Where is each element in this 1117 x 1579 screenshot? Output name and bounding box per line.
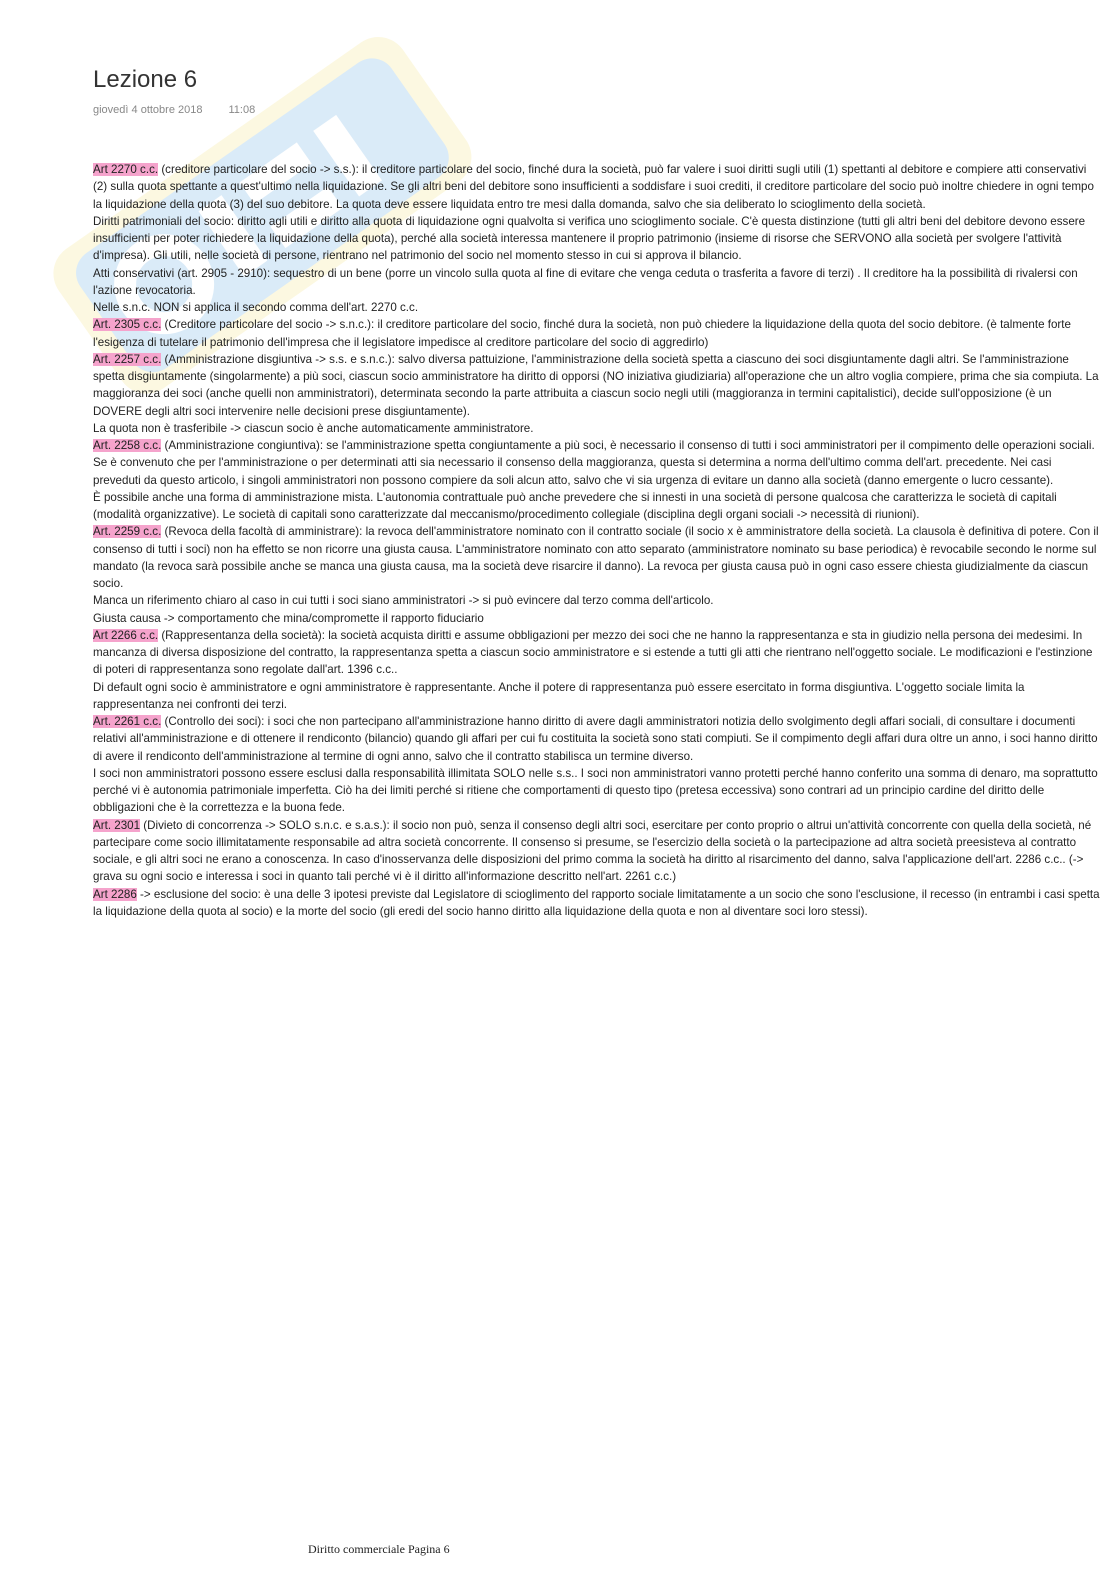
paragraph: [93, 523, 1101, 592]
page-title: Lezione 6: [93, 66, 198, 93]
paragraph: [93, 420, 1101, 437]
page-time: 11:08: [228, 104, 256, 116]
page-date: giovedì 4 ottobre 2018: [93, 104, 203, 116]
article-ref: Art. 2305 c.c.: [93, 318, 162, 332]
paragraph-text: I soci non amministratori possono essere esclusi dalla responsabilità illimitata SOLO nelle s.s.. I soci non amministratori vanno protetti perché hanno conferito una somma di denaro, ma soprattutto perché vi è autonomia patrimoniale imperfetta. Ciò ha dei limiti perché si ritiene che comportamenti di questo tipo (pretesa eccessiva) sono contrari ad un principio cardine del diritto delle obbligazioni che è la correttezza e la buona fede.: [93, 766, 1098, 815]
page-meta: [93, 104, 255, 116]
paragraph-text: -> esclusione del socio: è una delle 3 ipotesi previste dal Legislatore di scioglimento del rapporto sociale limitatamente a un socio che sono l'esclusione, il recesso (in entrambi i casi spetta la liquidazione della quota al socio) e la morte del socio (gli eredi del socio hanno diritto alla liquidazione della quota e non al diventare soci loro stessi).: [93, 887, 1100, 918]
paragraph-text: (Creditore particolare del socio -> s.n.c.): il creditore particolare del socio, finché dura la società, non può chiedere la liquidazione della quota del socio debitore. (è talmente forte l'esigenza di tutelare il patrimonio dell'impresa che il legislatore impedisce al creditore particolare del socio di aggredirlo): [93, 318, 1071, 349]
paragraph-text: (Rappresentanza della società): la società acquista diritti e assume obbligazioni per mezzo dei soci che ne hanno la rappresentanza e sta in giudizio nella persona dei medesimi. In mancanza di diversa disposizione del contratto, la rappresentanza spetta a ciascun socio amministratore e si estende a tutti gli atti che rientrano nell'oggetto sociale. Le modificazioni e l'estinzione di poteri di rappresentanza sono regolate dall'art. 1396 c.c..: [93, 628, 1093, 677]
paragraph: [93, 610, 1101, 627]
note-body: [93, 161, 1101, 920]
paragraph: [93, 161, 1101, 213]
paragraph-text: La quota non è trasferibile -> ciascun socio è anche automaticamente amministratore.: [93, 421, 534, 435]
paragraph: [93, 316, 1101, 351]
paragraph: [93, 351, 1101, 420]
paragraph: [93, 265, 1101, 300]
paragraph: [93, 679, 1101, 714]
paragraph-text: È possibile anche una forma di amministrazione mista. L'autonomia contrattuale può anche prevedere che si innesti in una società di persone qualcosa che caratterizza le società di capitali (modalità organizzative). Le società di capitali sono caratterizzate dal meccanismo/procedimento collegiale (disciplina degli organi sociali -> necessità di riunioni).: [93, 490, 1057, 521]
paragraph-text: (Revoca della facoltà di amministrare): la revoca dell'amministratore nominato con il contratto sociale (il socio x è amministratore della società. La clausola è definitiva di potere. Con il consenso di tutti i soci) non ha effetto se non ricorre una giusta causa. L'amministratore nominato con atto separato (amministratore nominato su base periodica) è revocabile secondo le norme sul mandato (la revoca sarà possibile anche se manca una giusta causa, ma la società deve risarcire il danno). La revoca per giusta causa può in ogni caso essere chiesta giudizialmente da ciascun socio.: [93, 525, 1099, 590]
paragraph: [93, 817, 1101, 886]
paragraph-text: Diritti patrimoniali del socio: diritto agli utili e diritto alla quota di liquidazione ogni qualvolta si verifica uno scioglimento sociale. C'è questa distinzione (tutti gli altri beni del debitore devono essere insufficienti per poter richiedere la liquidazione della quota), perché alla società interessa mantenere il proprio patrimonio (insieme di risorse che SERVONO alla società per svolgere l'attività d'impresa). Gli utili, nelle società di persone, rientrano nel patrimonio del socio nel momento stesso in cui si approva il bilancio.: [93, 214, 1086, 263]
paragraph-text: Manca un riferimento chiaro al caso in cui tutti i soci siano amministratori -> si può evincere dal terzo comma dell'articolo.: [93, 594, 714, 608]
paragraph: [93, 592, 1101, 609]
article-ref: Art. 2258 c.c.: [93, 439, 162, 452]
paragraph: [93, 437, 1101, 489]
article-ref: Art 2286: [93, 887, 137, 901]
paragraph: [93, 213, 1101, 265]
paragraph: [93, 765, 1101, 817]
paragraph: [93, 627, 1101, 679]
paragraph-text: (creditore particolare del socio -> s.s.): il creditore particolare del socio, finché dura la società, può far valere i suoi diritti sugli utili (1) spettanti al debitore e compiere atti conservativi (2) sulla quota spettante a quest'ultimo nella liquidazione. Se gli altri beni del debitore sono insufficienti a soddisfare i suoi crediti, il creditore particolare del socio può inoltre chiedere in ogni tempo la liquidazione della quota (3) del suo debitore. La quota deve essere liquidata entro tre mesi dalla domanda, salvo che sia deliberato lo scioglimento della società.: [93, 163, 1094, 211]
page-footer: Diritto commerciale Pagina 6: [308, 1542, 450, 1556]
paragraph: [93, 299, 1101, 316]
article-ref: Art 2270 c.c.: [93, 163, 159, 176]
paragraph-text: Nelle s.n.c. NON si applica il secondo comma dell'art. 2270 c.c.: [93, 301, 419, 314]
paragraph-text: (Divieto di concorrenza -> SOLO s.n.c. e s.a.s.): il socio non può, senza il consenso degli altri soci, esercitare per conto proprio o altrui un'attività concorrente con quella della società, né partecipare come socio illimitatamente responsabile ad altra società concorrente. Il consenso si presume, se l'esercizio della società o la partecipazione ad altra società preesisteva al contratto sociale, e gli altri soci ne erano a conoscenza. In caso d'inosservanza delle disposizioni del primo comma la società ha diritto al risarcimento del danno, salva l'applicazione dell'art. 2286 c.c.. (-> grava su ogni socio e interessa i soci in quanto tali perché vi è il diritto all'informazione descritto nell'art. 2261 c.c.): [93, 818, 1092, 884]
paragraph: [93, 886, 1101, 921]
paragraph-text: (Amministrazione congiuntiva): se l'amministrazione spetta congiuntamente a più soci, è necessario il consenso di tutti i soci amministratori per il compimento delle operazioni sociali. Se è convenuto che per l'amministrazione o per determinati atti sia necessario il consenso della maggioranza, questa si determina a norma dell'ultimo comma dell'art. precedente. Nei casi preveduti da questo articolo, i singoli amministratori non possono compiere da soli alcun atto, salvo che vi sia urgenza di evitare un danno alla società (danno emergente o lucro cessante).: [93, 439, 1095, 487]
paragraph-text: Atti conservativi (art. 2905 - 2910): sequestro di un bene (porre un vincolo sulla quota al fine di evitare che venga ceduta o trasferita a favore di terzi) . Il creditore ha la possibilità di rivalersi con l'azione revocatoria.: [93, 266, 1078, 297]
article-ref: Art. 2257 c.c.: [93, 352, 162, 366]
paragraph-text: (Controllo dei soci): i soci che non partecipano all'amministrazione hanno diritto di avere dagli amministratori notizia dello svolgimento degli affari sociali, di consultare i documenti relativi all'amministrazione e di ottenere il rendiconto (bilancio) quando gli affari per cui fu costituita la società sono stati compiuti. Se il compimento degli affari dura oltre un anno, i soci hanno diritto di avere il rendiconto dell'amministrazione al termine di ogni anno, salvo che il contratto stabilisca un termine diverso.: [93, 715, 1098, 763]
article-ref: Art 2266 c.c.: [93, 628, 159, 642]
paragraph-text: (Amministrazione disgiuntiva -> s.s. e s.n.c.): salvo diversa pattuizione, l'amministrazione della società spetta a ciascuno dei soci disgiuntamente dagli altri. Se l'amministrazione spetta disgiuntamente (singolarmente) a più soci, ciascun socio amministratore ha diritto di opporsi (NO iniziativa giudiziaria) all'operazione che un altro voglia compiere, prima che sia compiuta. La maggioranza dei soci (anche quelli non amministratori), determinata secondo la parte attribuita a ciascun socio negli utili (maggioranza in termini capitalistici), decide sull'opposizione (è un DOVERE degli altri soci intervenire nelle decisioni prese disgiuntamente).: [93, 352, 1099, 418]
article-ref: Art. 2261 c.c.: [93, 715, 162, 728]
paragraph-text: Di default ogni socio è amministratore e ogni amministratore è rappresentante. Anche il potere di rappresentanza può essere esercitato in forma disgiuntiva. L'oggetto sociale limita la rappresentanza nei confronti dei terzi.: [93, 680, 1025, 711]
article-ref: Art. 2259 c.c.: [93, 525, 162, 539]
paragraph: [93, 713, 1101, 765]
paragraph-text: Giusta causa -> comportamento che mina/compromette il rapporto fiduciario: [93, 611, 484, 625]
article-ref: Art. 2301: [93, 818, 141, 832]
paragraph: [93, 489, 1101, 524]
